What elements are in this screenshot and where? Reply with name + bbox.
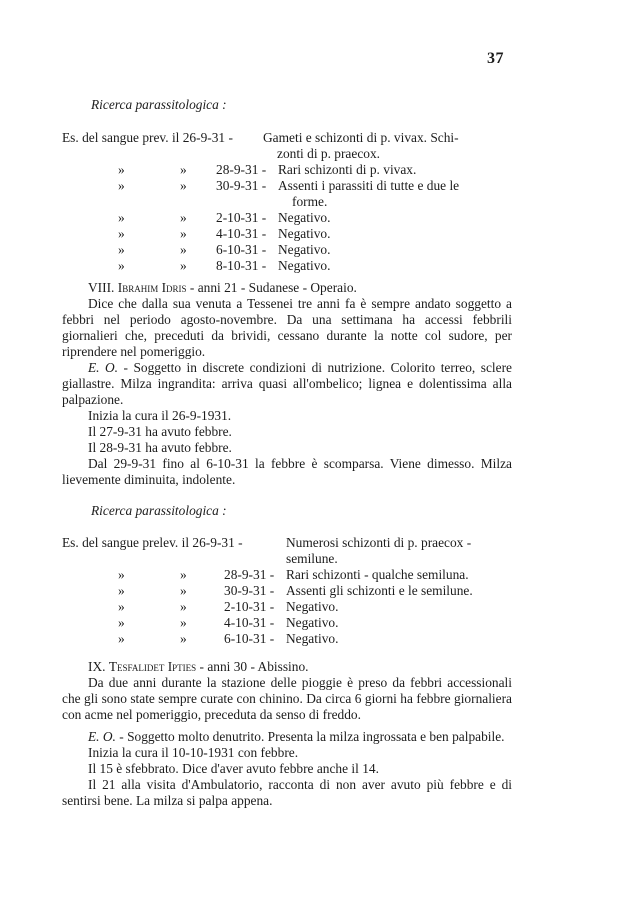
ditto-mark: »	[118, 583, 125, 598]
research-text-cont: semilune.	[286, 551, 338, 566]
research-text: Numerosi schizonti di p. praecox -	[286, 535, 472, 550]
research-row	[62, 615, 512, 631]
research-text: Gameti e schizonti di p. vivax. Schi-	[263, 130, 459, 145]
objective-exam	[62, 360, 512, 408]
ditto-mark: »	[118, 615, 125, 630]
ditto-mark: »	[118, 178, 125, 193]
research-row	[62, 226, 512, 242]
page-number: 37	[487, 50, 504, 67]
ditto-mark: »	[118, 162, 125, 177]
ditto-mark: »	[118, 258, 125, 273]
research-date: 28-9-31 -	[224, 567, 275, 582]
case-header	[62, 280, 512, 296]
case-history: Dice che dalla sua venuta a Tessenei tre anni fa è sempre andato soggetto a febbri nel periodo agosto-novembre. Da una settimana ha accessi febbrili giornalieri che, preceduti da brividi, cessano durante la notte col sudore, per riprendere nel pomeriggio.	[62, 296, 512, 359]
research-text: Negativo.	[278, 242, 331, 257]
case-note: Inizia la cura il 10-10-1931 con febbre.	[88, 745, 299, 760]
ditto-mark: »	[118, 631, 125, 646]
research-row	[62, 242, 512, 258]
research-text: Negativo.	[286, 631, 339, 646]
research-text: Assenti i parassiti di tutte e due le	[278, 178, 460, 193]
research-row	[62, 631, 512, 647]
research-text: Negativo.	[286, 615, 339, 630]
research-text: Rari schizonti - qualche semiluna.	[286, 567, 469, 582]
research-row	[62, 567, 512, 583]
patient-name: Tesfalidet Ipties	[108, 659, 197, 674]
eo-label: E. O.	[88, 729, 116, 744]
research-date: 6-10-31 -	[224, 631, 275, 646]
case-note: Inizia la cura il 26-9-1931.	[88, 408, 232, 423]
research-text: Negativo.	[278, 258, 331, 273]
research-heading-1: Ricerca parassitologica :	[91, 97, 227, 112]
research-text: Negativo.	[278, 226, 331, 241]
eo-label: E. O.	[88, 360, 119, 375]
ditto-mark: »	[118, 242, 125, 257]
research-lead: Es. del sangue prev. il 26-9-31 -	[62, 130, 233, 145]
ditto-mark: »	[180, 210, 187, 225]
ditto-mark: »	[180, 162, 187, 177]
research-text-cont: zonti di p. praecox.	[277, 146, 380, 161]
research-table-1	[62, 130, 512, 274]
research-row	[62, 178, 512, 194]
case-viii	[62, 280, 512, 488]
objective-exam	[62, 729, 512, 745]
research-heading-2: Ricerca parassitologica :	[91, 503, 227, 518]
research-text: Negativo.	[286, 599, 339, 614]
patient-details: - anni 30 - Abissino.	[199, 659, 309, 674]
eo-text: - Soggetto in discrete condizioni di nutrizione. Colorito terreo, sclere giallastre. Milza ingrandita: arriva quasi all'ombelico; lignea e dolentissima alla palpazione.	[62, 360, 512, 407]
ditto-mark: »	[180, 242, 187, 257]
ditto-mark: »	[118, 210, 125, 225]
eo-text: - Soggetto molto denutrito. Presenta la milza ingrossata e ben palpabile.	[119, 729, 505, 744]
case-note: Dal 29-9-31 fino al 6-10-31 la febbre è scomparsa. Viene dimesso. Milza lievemente diminuita, indolente.	[62, 456, 512, 487]
ditto-mark: »	[180, 258, 187, 273]
ditto-mark: »	[180, 599, 187, 614]
research-row	[62, 130, 512, 146]
research-date: 30-9-31 -	[216, 178, 267, 193]
research-date: 6-10-31 -	[216, 242, 267, 257]
research-date: 2-10-31 -	[216, 210, 267, 225]
case-ix	[62, 659, 512, 809]
ditto-mark: »	[180, 178, 187, 193]
research-row-cont	[62, 551, 512, 567]
research-row	[62, 535, 512, 551]
case-header	[62, 659, 512, 675]
research-date: 28-9-31 -	[216, 162, 267, 177]
ditto-mark: »	[180, 567, 187, 582]
case-note: Il 28-9-31 ha avuto febbre.	[88, 440, 232, 455]
case-note: Il 27-9-31 ha avuto febbre.	[88, 424, 232, 439]
ditto-mark: »	[180, 615, 187, 630]
case-history: Da due anni durante la stazione delle pioggie è preso da febbri accessionali che gli sono state sempre curate con chinino. Da circa 6 giorni ha febbre giornaliera con acme nel pomeriggio, preceduta da senso di freddo.	[62, 675, 512, 722]
research-table-2	[62, 535, 512, 647]
patient-name: Ibrahim Idris	[117, 280, 187, 295]
ditto-mark: »	[118, 567, 125, 582]
research-date: 8-10-31 -	[216, 258, 267, 273]
research-row-cont	[62, 194, 512, 210]
research-row	[62, 258, 512, 274]
research-row	[62, 583, 512, 599]
research-row-cont	[62, 146, 512, 162]
research-row	[62, 162, 512, 178]
ditto-mark: »	[180, 631, 187, 646]
ditto-mark: »	[118, 599, 125, 614]
ditto-mark: »	[118, 226, 125, 241]
research-row	[62, 210, 512, 226]
research-text: Negativo.	[278, 210, 331, 225]
research-row	[62, 599, 512, 615]
case-note: Il 21 alla visita d'Ambulatorio, racconta di non aver avuto più febbre e di sentirsi bene. La milza si palpa appena.	[62, 777, 512, 808]
research-text-cont: forme.	[292, 194, 328, 209]
ditto-mark: »	[180, 226, 187, 241]
case-number: IX.	[88, 659, 106, 674]
case-number: VIII.	[88, 280, 115, 295]
research-text: Rari schizonti di p. vivax.	[278, 162, 417, 177]
research-date: 4-10-31 -	[224, 615, 275, 630]
research-lead: Es. del sangue prelev. il 26-9-31 -	[62, 535, 243, 550]
case-note: Il 15 è sfebbrato. Dice d'aver avuto febbre anche il 14.	[88, 761, 379, 776]
research-date: 4-10-31 -	[216, 226, 267, 241]
research-date: 30-9-31 -	[224, 583, 275, 598]
patient-details: - anni 21 - Sudanese - Operaio.	[189, 280, 357, 295]
ditto-mark: »	[180, 583, 187, 598]
research-text: Assenti gli schizonti e le semilune.	[286, 583, 473, 598]
research-date: 2-10-31 -	[224, 599, 275, 614]
